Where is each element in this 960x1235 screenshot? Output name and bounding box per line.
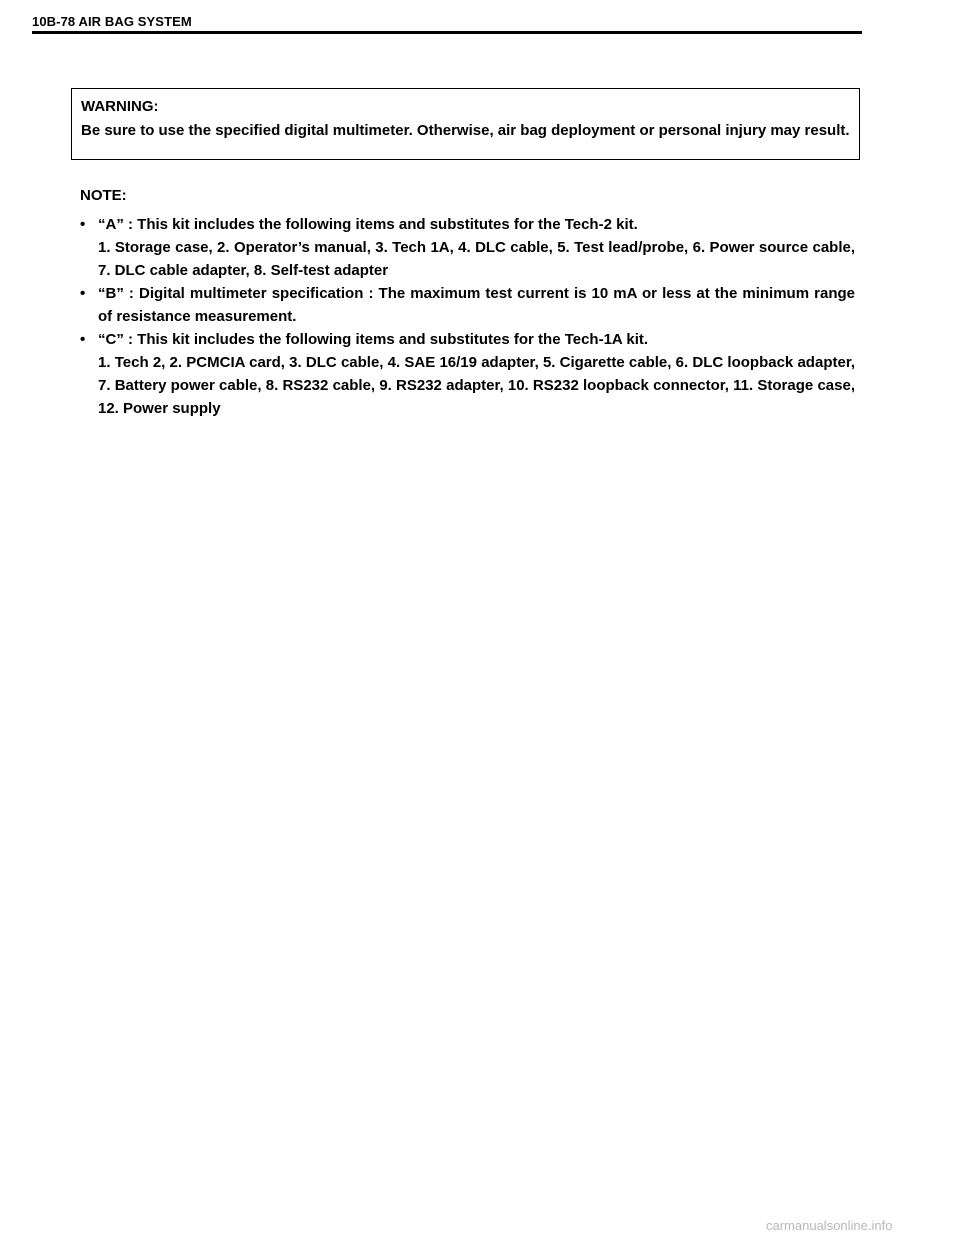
note-section <box>80 184 855 420</box>
note-title: NOTE: <box>80 187 127 204</box>
warning-body: Be sure to use the specified digital multimeter. Otherwise, air bag deployment or personal injury may result. <box>81 122 850 139</box>
note-item-detail: 1. Storage case, 2. Operator’s manual, 3. Tech 1A, 4. DLC cable, 5. Test lead/probe, 6. Power source cable, 7. DLC cable adapter, 8. Self-test adapter <box>98 239 855 279</box>
bullet-icon: • <box>80 331 86 348</box>
header-divider <box>32 31 862 34</box>
warning-title: WARNING: <box>81 98 159 115</box>
note-item-c <box>80 328 855 420</box>
note-item-label: “C” : This kit includes the following items and substitutes for the Tech-1A kit. <box>98 331 649 348</box>
note-item-label: “A” : This kit includes the following items and substitutes for the Tech-2 kit. <box>98 216 638 233</box>
note-item-a <box>80 213 855 282</box>
warning-box <box>71 88 860 160</box>
bullet-icon: • <box>80 285 86 302</box>
page-header-title: 10B-78 AIR BAG SYSTEM <box>32 14 192 29</box>
note-item-b <box>80 282 855 328</box>
note-item-detail: 1. Tech 2, 2. PCMCIA card, 3. DLC cable, 4. SAE 16/19 adapter, 5. Cigarette cable, 6. DLC loopback adapter, 7. Battery power cable, 8. RS232 cable, 9. RS232 adapter, 10. RS232 loopback connector, 11. Storage case, 12. Power supply <box>98 354 855 417</box>
note-item-label: “B” : Digital multimeter specification : The maximum test current is 10 mA or less at the minimum range of resistance measurement. <box>98 285 855 325</box>
watermark-text: carmanualsonline.info <box>766 1218 893 1233</box>
bullet-icon: • <box>80 216 86 233</box>
